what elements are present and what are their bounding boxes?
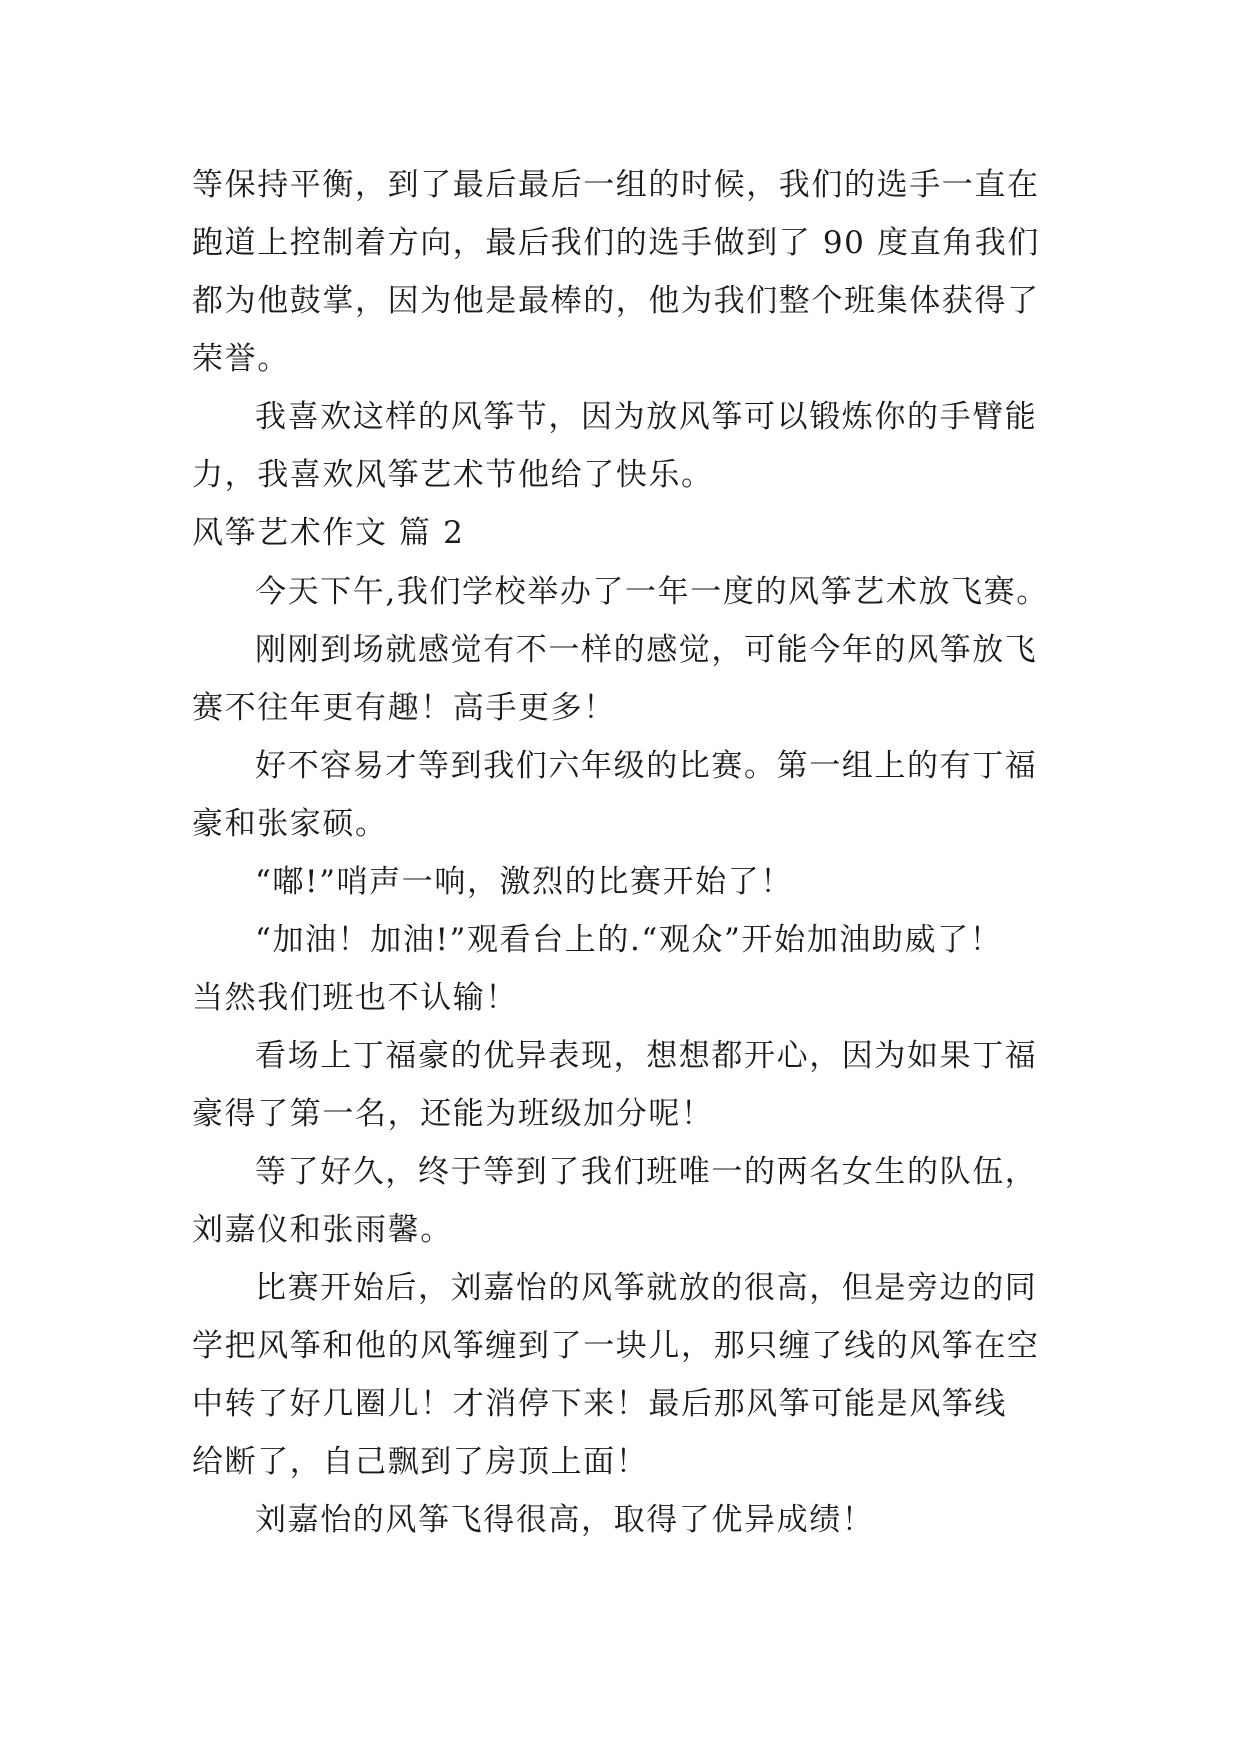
text-line: 给断了，自己飘到了房顶上面！ xyxy=(192,1444,649,1480)
paragraph-start: 我喜欢这样的风筝节，因为放风筝可以锻炼你的手臂能 xyxy=(255,399,1038,435)
text-line: 刘嘉仪和张雨馨。 xyxy=(192,1212,453,1248)
paragraph-start: “嘟!”哨声一响，激烈的比赛开始了！ xyxy=(255,864,793,900)
text-line: 跑道上控制着方向，最后我们的选手做到了 90 度直角我们 xyxy=(192,225,1040,261)
paragraph-start: 看场上丁福豪的优异表现，想想都开心，因为如果丁福 xyxy=(255,1038,1038,1074)
text-line: 都为他鼓掌，因为他是最棒的，他为我们整个班集体获得了 xyxy=(192,283,1040,319)
paragraph-start: 比赛开始后，刘嘉怡的风筝就放的很高，但是旁边的同 xyxy=(255,1270,1038,1306)
paragraph-start: 等了好久，终于等到了我们班唯一的两名女生的队伍， xyxy=(255,1154,1038,1190)
text-line: 荣誉。 xyxy=(192,341,290,377)
text-line: 力，我喜欢风筝艺术节他给了快乐。 xyxy=(192,457,714,493)
paragraph-start: 今天下午,我们学校举办了一年一度的风筝艺术放飞赛。 xyxy=(255,574,1049,610)
text-line: 等保持平衡，到了最后最后一组的时候，我们的选手一直在 xyxy=(192,167,1040,203)
text-line: 当然我们班也不认输！ xyxy=(192,980,518,1016)
paragraph-start: 好不容易才等到我们六年级的比赛。第一组上的有丁福 xyxy=(255,748,1038,784)
paragraph-start: 刚刚到场就感觉有不一样的感觉，可能今年的风筝放飞 xyxy=(255,632,1038,668)
section-heading: 风筝艺术作文 篇 2 xyxy=(192,515,465,551)
text-line: 学把风筝和他的风筝缠到了一块儿，那只缠了线的风筝在空 xyxy=(192,1328,1040,1364)
text-line: 豪得了第一名，还能为班级加分呢！ xyxy=(192,1096,714,1132)
text-line: 豪和张家硕。 xyxy=(192,806,388,842)
paragraph-start: “加油！加油!”观看台上的.“观众”开始加油助威了！ xyxy=(255,922,1003,958)
text-line: 赛不往年更有趣！高手更多！ xyxy=(192,690,616,726)
paragraph-start: 刘嘉怡的风筝飞得很高，取得了优异成绩！ xyxy=(255,1502,875,1538)
text-line: 中转了好几圈儿！才消停下来！最后那风筝可能是风筝线 xyxy=(192,1386,1007,1422)
